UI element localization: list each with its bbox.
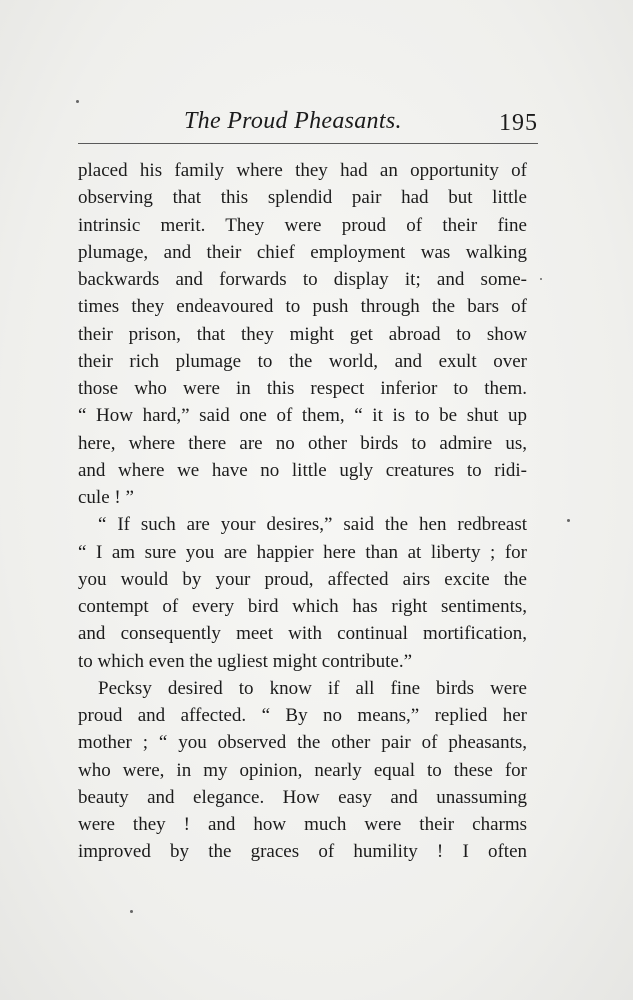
text-line: were they ! and how much were their charms (78, 814, 527, 835)
text-line: and consequently meet with continual mortification, (78, 623, 527, 645)
print-speck (540, 278, 542, 280)
text-line: here, where there are no other birds to admire us, (78, 432, 527, 454)
print-speck (567, 519, 570, 522)
text-line: you would by your proud, affected airs excite the (78, 568, 527, 590)
body-text (78, 157, 527, 866)
text-line: their rich plumage to the world, and exult over (78, 350, 527, 372)
text-line: “ If such are your desires,” said the hen redbreast (98, 514, 527, 536)
header-rule (78, 143, 538, 144)
text-line: placed his family where they had an opportunity of (78, 160, 527, 181)
page-number: 195 (499, 110, 538, 136)
text-line: Pecksy desired to know if all fine birds were (98, 677, 527, 699)
text-line: mother ; “ you observed the other pair of pheasants, (78, 732, 527, 754)
text-line: proud and affected. “ By no means,” replied her (78, 705, 527, 726)
running-head (78, 108, 538, 142)
text-line: times they endeavoured to push through the bars of (78, 296, 527, 318)
text-line: who were, in my opinion, nearly equal to these for (78, 759, 527, 781)
text-line: “ I am sure you are happier here than at liberty ; for (78, 541, 527, 563)
text-line: to which even the ugliest might contribute.” (78, 650, 413, 672)
text-line: and where we have no little ugly creatures to ridi- (78, 459, 527, 481)
text-line: beauty and elegance. How easy and unassuming (78, 786, 527, 808)
text-line: intrinsic merit. They were proud of their fine (78, 214, 527, 236)
text-line: observing that this splendid pair had but little (78, 187, 527, 209)
text-line: improved by the graces of humility ! I often (78, 841, 527, 863)
text-line: backwards and forwards to display it; and some- (78, 269, 527, 290)
print-speck (76, 100, 79, 103)
text-line: “ How hard,” said one of them, “ it is to be shut up (78, 405, 527, 427)
print-speck (130, 910, 133, 913)
text-line: contempt of every bird which has right sentiments, (78, 596, 527, 617)
text-line: their prison, that they might get abroad to show (78, 323, 527, 345)
running-title: The Proud Pheasants. (184, 108, 402, 134)
text-line: those who were in this respect inferior to them. (78, 378, 527, 399)
text-line: plumage, and their chief employment was walking (78, 241, 527, 263)
text-line: cule ! ” (78, 487, 134, 508)
